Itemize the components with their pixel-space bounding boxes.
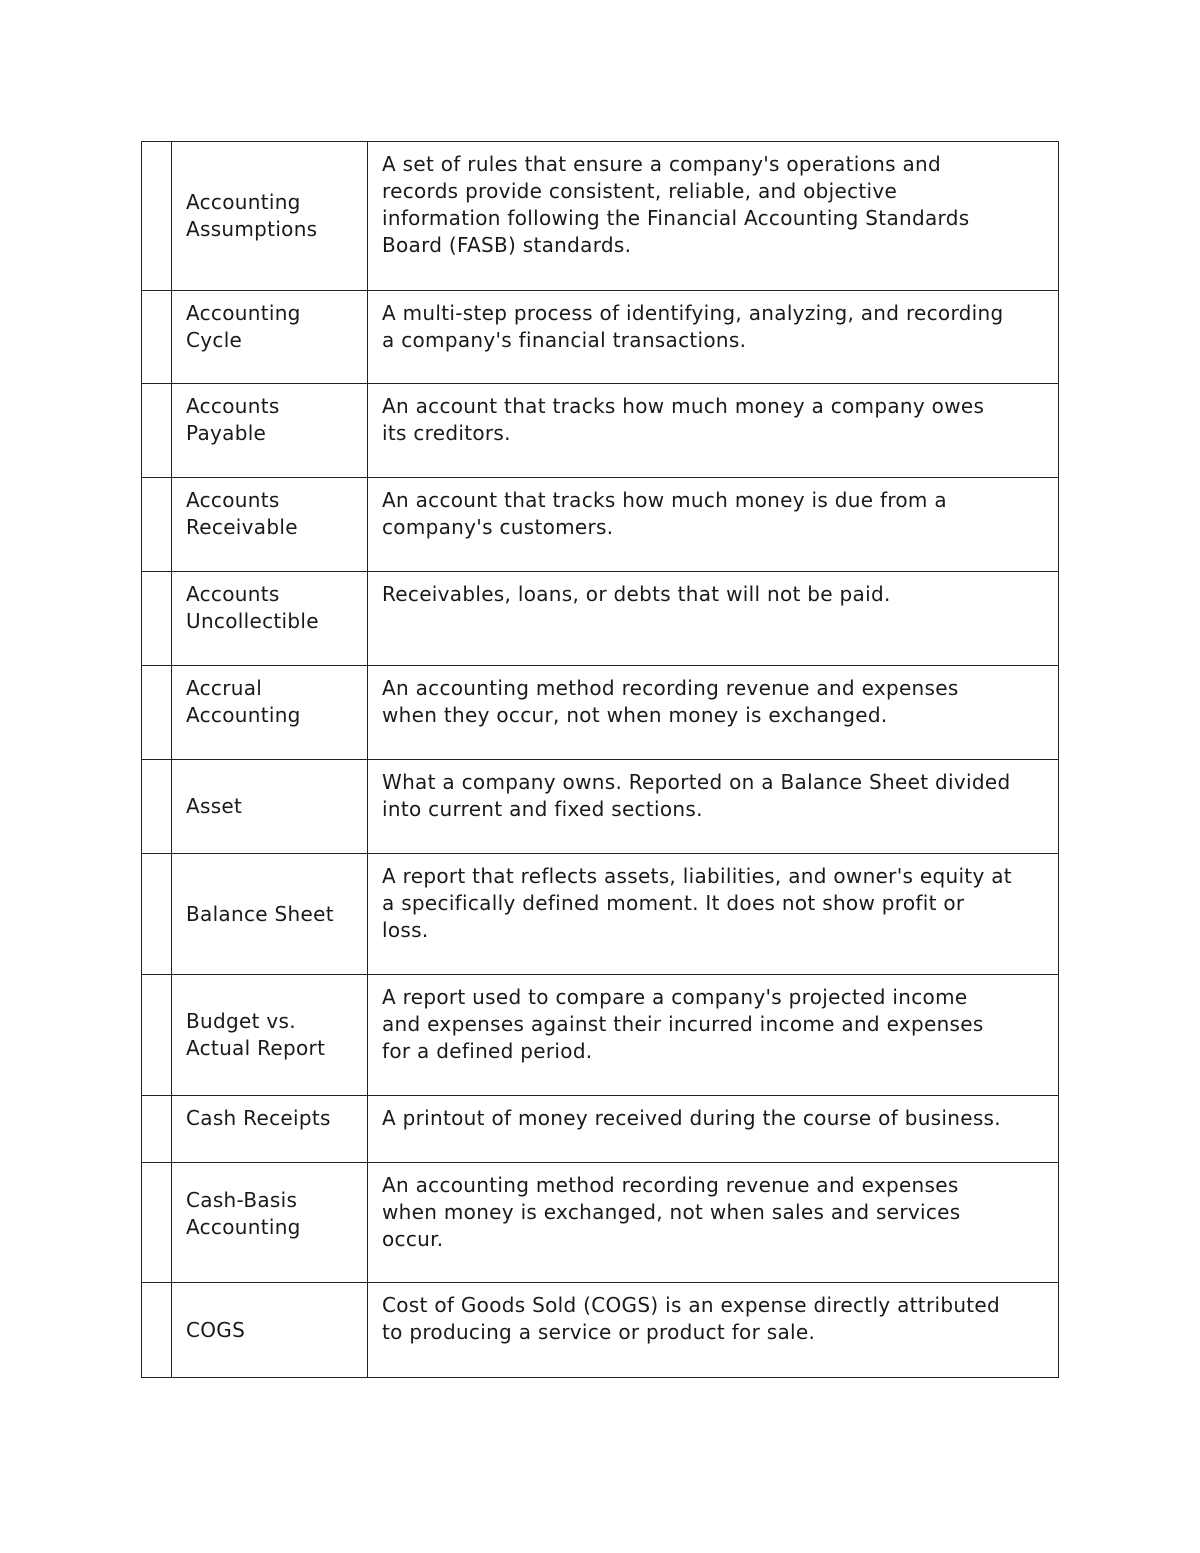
row-marker-cell (142, 572, 172, 666)
row-marker-cell (142, 1096, 172, 1163)
row-marker-cell (142, 760, 172, 854)
definition-cell (368, 291, 1059, 384)
definition-cell (368, 1096, 1059, 1163)
term-cell (172, 1163, 368, 1283)
table-row (142, 572, 1059, 666)
row-marker-cell (142, 384, 172, 478)
table-row (142, 1163, 1059, 1283)
glossary-table (141, 141, 1059, 1378)
term-cell (172, 760, 368, 854)
term-text: Cash Receipts (186, 1106, 331, 1130)
row-marker-cell (142, 1283, 172, 1378)
term-cell (172, 142, 368, 291)
table-row (142, 1096, 1059, 1163)
definition-cell (368, 1163, 1059, 1283)
definition-cell (368, 1283, 1059, 1378)
table-row (142, 666, 1059, 760)
term-cell (172, 384, 368, 478)
definition-cell (368, 666, 1059, 760)
definition-text: An accounting method recording revenue and expenses when money is exchanged, not when sales and services occur. (382, 1173, 961, 1251)
term-text: COGS (186, 1317, 246, 1342)
term-cell (172, 666, 368, 760)
definition-cell (368, 854, 1059, 975)
table-row (142, 142, 1059, 291)
term-text: Cash-Basis Accounting (186, 1188, 301, 1239)
definition-text: Cost of Goods Sold (COGS) is an expense directly attributed to producing a service or product for sale. (382, 1293, 1001, 1344)
row-marker-cell (142, 142, 172, 291)
row-marker-cell (142, 1163, 172, 1283)
definition-cell (368, 384, 1059, 478)
definition-cell (368, 760, 1059, 854)
definition-cell (368, 572, 1059, 666)
table-row (142, 384, 1059, 478)
table-row (142, 1283, 1059, 1378)
definition-text: An accounting method recording revenue and expenses when they occur, not when money is exchanged. (382, 676, 959, 727)
table-row (142, 975, 1059, 1096)
row-marker-cell (142, 854, 172, 975)
term-cell (172, 854, 368, 975)
term-text: Accounting Cycle (186, 301, 301, 352)
definition-text: A report used to compare a company's projected income and expenses against their incurred income and expenses for a defined period. (382, 985, 984, 1063)
term-text: Asset (186, 794, 243, 818)
row-marker-cell (142, 478, 172, 572)
definition-text: A set of rules that ensure a company's operations and records provide consistent, reliable, and objective information following the Financial Accounting Standards Board (FASB) standards. (382, 152, 970, 257)
term-text: Balance Sheet (186, 901, 334, 926)
term-text: Accounts Payable (186, 394, 280, 445)
table-row (142, 478, 1059, 572)
term-cell (172, 572, 368, 666)
term-text: Accounts Uncollectible (186, 582, 319, 633)
definition-cell (368, 975, 1059, 1096)
term-text: Accrual Accounting (186, 676, 301, 727)
definition-text: A report that reflects assets, liabilities, and owner's equity at a specifically defined moment. It does not show profit or loss. (382, 864, 1012, 942)
term-cell (172, 1096, 368, 1163)
table-row (142, 854, 1059, 975)
term-text: Accounting Assumptions (186, 190, 318, 241)
definition-cell (368, 478, 1059, 572)
term-text: Accounts Receivable (186, 488, 298, 539)
definition-text: Receivables, loans, or debts that will not be paid. (382, 582, 891, 606)
table-row (142, 291, 1059, 384)
row-marker-cell (142, 975, 172, 1096)
definition-text: An account that tracks how much money is due from a company's customers. (382, 488, 947, 539)
row-marker-cell (142, 291, 172, 384)
term-cell (172, 291, 368, 384)
row-marker-cell (142, 666, 172, 760)
term-cell (172, 478, 368, 572)
term-text: Budget vs. Actual Report (186, 1009, 326, 1060)
definition-cell (368, 142, 1059, 291)
definition-text: What a company owns. Reported on a Balance Sheet divided into current and fixed sections. (382, 770, 1011, 821)
term-cell (172, 1283, 368, 1378)
definition-text: A multi-step process of identifying, analyzing, and recording a company's financial transactions. (382, 301, 1004, 352)
glossary-body (142, 142, 1059, 1378)
table-row (142, 760, 1059, 854)
definition-text: An account that tracks how much money a company owes its creditors. (382, 394, 985, 445)
definition-text: A printout of money received during the course of business. (382, 1106, 1001, 1130)
term-cell (172, 975, 368, 1096)
